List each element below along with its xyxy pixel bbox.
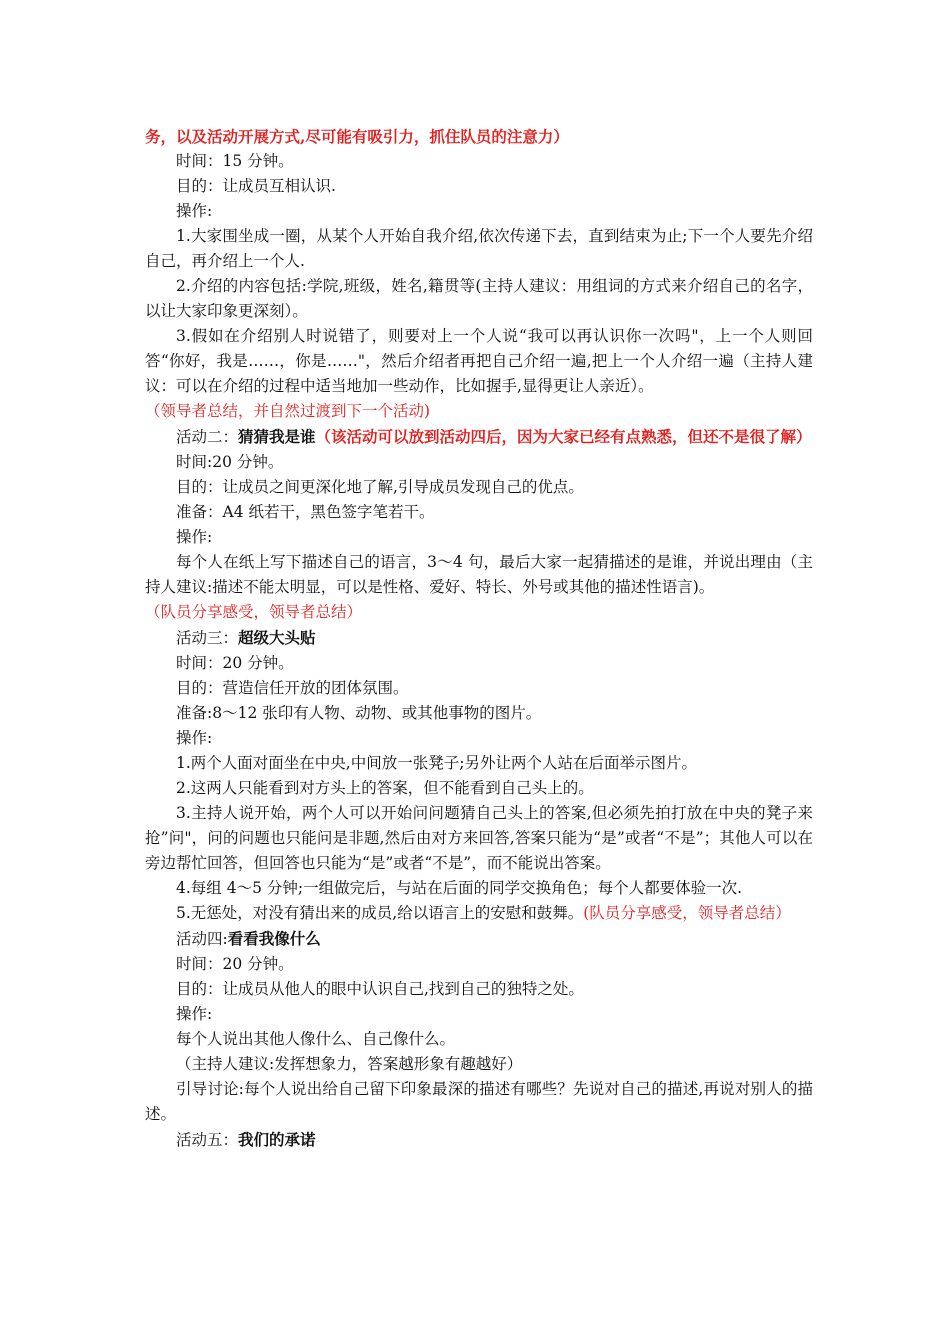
a4-goal: 目的：让成员从他人的眼中认识自己,找到自己的独特之处。 (176, 980, 584, 998)
a2-heading (145, 424, 813, 450)
a2-time: 时间:20 分钟。 (176, 453, 284, 471)
a3-step-5-text: 5.无惩处，对没有猜出来的成员,给以语言上的安慰和鼓舞。 (176, 904, 584, 922)
a2-note: （该活动可以放到活动四后，因为大家已经有点熟悉，但还不是很了解） (315, 427, 812, 446)
a2-share: （队员分享感受，领导者总结） (145, 603, 363, 621)
a1-goal: 目的：让成员互相认识. (176, 177, 336, 195)
a4-discuss: 引导讨论:每个人说出给自己留下印象最深的描述有哪些？先说对自己的描述,再说对别人的描述。 (145, 1080, 813, 1123)
document-body (145, 124, 813, 1153)
a4-op: 操作: (176, 1005, 213, 1023)
a4-time: 时间：20 分钟。 (176, 955, 294, 973)
a2-goal: 目的：让成员之间更深化地了解,引导成员发现自己的优点。 (176, 478, 584, 496)
a2-label: 活动二： (176, 428, 239, 446)
a4-title: 看看我像什么 (227, 929, 321, 948)
a2-prep: 准备：A4 纸若干，黑色签字笔若干。 (176, 503, 435, 521)
a2-op: 操作: (176, 528, 213, 546)
a1-op: 操作: (176, 202, 213, 220)
a1-step-1: 1.大家围坐成一圈，从某个人开始自我介绍,依次传递下去，直到结束为止;下一个人要先介绍自己，再介绍上一个人. (145, 227, 813, 270)
a3-step-2: 2.这两人只能看到对方头上的答案，但不能看到自己头上的。 (176, 779, 594, 797)
a3-heading (145, 625, 813, 651)
a3-time: 时间：20 分钟。 (176, 654, 294, 672)
a3-step-1: 1.两个人面对面坐在中央,中间放一张凳子;另外让两个人站在后面举示图片。 (176, 754, 697, 772)
intro-tail: 务，以及活动开展方式,尽可能有吸引力，抓住队员的注意力） (145, 127, 569, 146)
a3-op: 操作: (176, 729, 213, 747)
a1-time: 时间：15 分钟。 (176, 152, 294, 170)
a3-label: 活动三： (176, 629, 239, 647)
a3-title: 超级大头贴 (238, 628, 316, 647)
a4-label: 活动四: (176, 930, 228, 948)
a5-label: 活动五： (176, 1131, 239, 1149)
a1-step-2: 2.介绍的内容包括:学院,班级，姓名,籍贯等(主持人建议：用组词的方式来介绍自己的名字，以让大家印象更深刻）。 (145, 277, 813, 320)
a3-prep: 准备:8～12 张印有人物、动物、或其他事物的图片。 (176, 704, 542, 722)
a3-step-5-note: (队员分享感受，领导者总结） (583, 904, 791, 922)
a4-body: 每个人说出其他人像什么、自己像什么。 (176, 1030, 456, 1048)
a1-note: （领导者总结，并自然过渡到下一个活动) (145, 402, 431, 420)
a2-body: 每个人在纸上写下描述自己的语言，3～4 句，最后大家一起猜描述的是谁，并说出理由（主持人建议:描述不能太明显，可以是性格、爱好、特长、外号或其他的描述性语言)。 (145, 553, 813, 596)
a3-goal: 目的：营造信任开放的团体氛围。 (176, 679, 409, 697)
a5-title: 我们的承诺 (238, 1130, 316, 1149)
a2-title: 猜猜我是谁 (238, 427, 316, 446)
a3-step-4: 4.每组 4～5 分钟;一组做完后，与站在后面的同学交换角色；每个人都要体验一次. (176, 879, 743, 897)
a4-tip: （主持人建议:发挥想象力，答案越形象有趣越好） (176, 1055, 523, 1073)
a3-step-5 (145, 901, 813, 926)
a1-step-3: 3.假如在介绍别人时说错了，则要对上一个人说“我可以再认识你一次吗"，上一个人则回答“你好，我是……，你是……"，然后介绍者再把自己介绍一遍,把上一个人介绍一遍（主持人建议：可以在介绍的过程中适当地加一些动作，比如握手,显得更让人亲近）。 (145, 327, 813, 395)
a5-heading (145, 1127, 813, 1153)
a3-step-3: 3.主持人说开始，两个人可以开始问问题猜自己头上的答案,但必须先拍打放在中央的凳子来抢”问"，问的问题也只能问是非题,然后由对方来回答,答案只能为“是”或者“不是”；其他人可以在旁边帮忙回答，但回答也只能为“是”或者“不是”，而不能说出答案。 (145, 804, 813, 872)
a4-heading (145, 926, 813, 952)
